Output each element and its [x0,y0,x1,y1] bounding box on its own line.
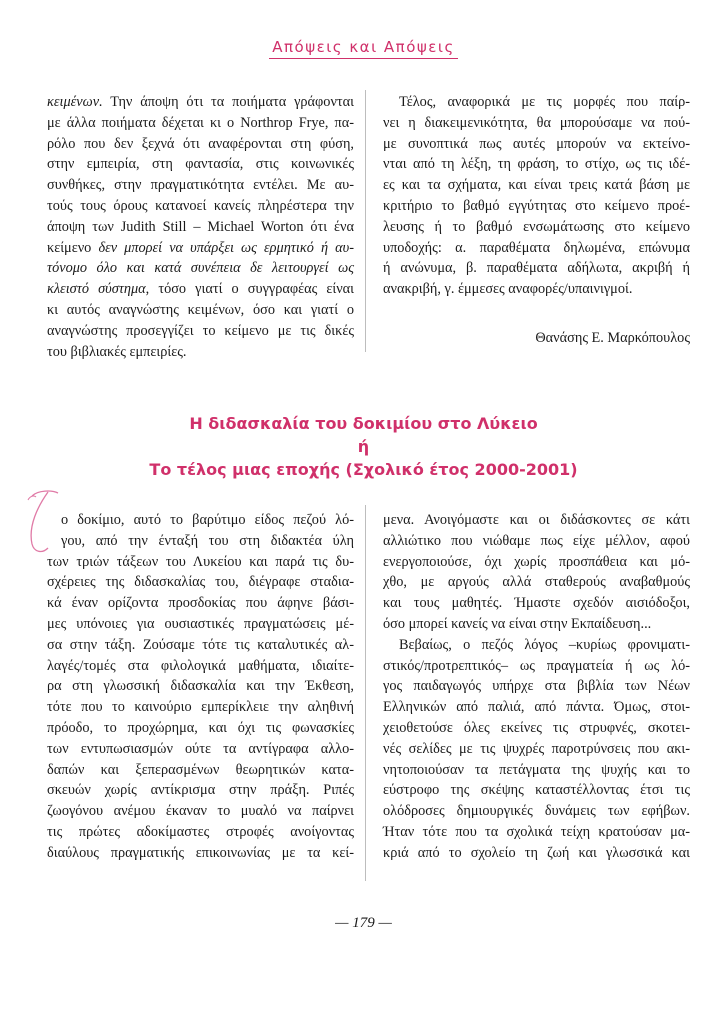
heading-line-1: Η διδασκαλία του δοκιμίου στο Λύκειο [189,414,538,433]
author-signature: Θανάσης Ε. Μαρκόπουλος [535,330,690,346]
text-line: χειοθετούσε όλες εκείνες τις στρυφνές, σκοτει- [383,719,690,736]
text-line: κά έναν ορίζοντα προσδοκίας που άφηνε βάσι- [47,595,354,612]
text-line: εύστροφο της σκέψης καταστέλλοντας έτσι τις [383,782,690,799]
page-number: — 179 — [335,915,392,931]
text-line: διαύλους πραγματικής επικοινωνίας με τα κεί- [47,844,354,861]
heading-line-3: Το τέλος μιας εποχής (Σχολικό έτος 2000-2001) [149,460,578,479]
running-head [0,38,727,56]
article-column-top-right [383,92,690,300]
text-line: σα στην τάξη. Ζούσαμε τότε τις καταλυτικές αλ- [47,636,354,653]
text-line: άποψη των Judith Still – Michael Worton ότι ένα [47,218,354,235]
text-line: ολόδροσες δημιουργικές δυνάμεις των εφήβων. [383,803,690,820]
running-head-title: Απόψεις και Απόψεις [269,38,458,59]
text-line: νές σελίδες με τις ψυχρές παροτρύνσεις που ακι- [383,740,690,757]
text-line: με άλλα ποιήματα δέχεται κι ο Northrop Frye, πα- [47,114,354,131]
text-line: σκευών χωρίς αντίκρισμα στην πράξη. Ριπές [47,782,354,799]
text-line: του βιβλιακές εμπειρίες. [47,343,187,360]
text-line: με συνοπτικά πως αυτές μπορούν να εκτείνο- [383,135,690,152]
text-line: δαπών και ξεπερασμένων θεωρητικών κατα- [47,761,354,778]
text-line: χθο, με αργούς αλλά σταθερούς αναβαθμούς [383,574,690,591]
text-line: κλειστό σύστημα, τόσο γιατί ο συγγραφέας είναι [47,281,354,298]
text-line: γου, από την ένταξή του στη διδακτέα ύλη [61,532,354,549]
text-line: ες και τα σχήματα, και είναι τρεις κατά βάση με [383,177,690,194]
text-line: ανακριβή, γ. έμμεσες αναφορές/υπαινιγμοί. [383,281,633,298]
text-line: και τους μαθητές. Ήμαστε σχεδόν αισιόδοξοι, [383,595,690,612]
text-line: τούς τους όρους κατανοεί κανείς πληρέστερα την [47,197,354,214]
text-line: αναγνώστης προσεγγίζει το κείμενο με τις δικές [47,322,354,339]
text-line: Ελληνικών από παλιά, από πάντα. Όμως, στοι- [383,699,690,716]
text-line: κείμενο δεν μπορεί να υπάρξει ως ερμητικό ή αυ- [47,239,354,256]
text-line: ρόλο που δεν ξεχνά ότι αναφέρονται στη φύση, [47,135,354,152]
text-line: ενεργοποιούσε, όχι χωρίς προσπάθεια και μό- [383,553,690,570]
text-line: νται από τη λέξη, τη φράση, το στίχο, ως τις ιδέ- [383,156,690,173]
text-line: νητοποιούσαν τα πετάγματα της ψυχής και το [383,761,690,778]
text-line: Ήταν τότε που τα σχολικά τείχη κρατούσαν μα- [383,823,690,840]
text-line: ή ανώνυμα, β. παραθέματα αδήλωτα, ακριβή ή [383,260,690,277]
text-line: υποδοχής: α. παραθέματα δηλωμένα, επώνυμα [383,239,690,256]
text-line: κι αυτός αναγνώστης κειμένων, όσο και γιατί ο [47,301,354,318]
text-line: τότε που το καινούριο εμπερίκλειε την αληθινή [47,699,354,716]
text-line: όσο μπορεί κανείς να είναι στην Εκπαίδευση... [383,615,652,632]
text-line: νει η διακειμενικότητα, θα μπορούσαμε να πού- [383,114,690,131]
article-heading [0,412,727,481]
column-divider-top [365,90,366,352]
text-line: σχέρειες της διδασκαλίας του, διέγραφε σταδια- [47,574,354,591]
text-line: ο δοκίμιο, αυτό το βαρύτιμο είδος πεζού λό- [61,512,354,528]
text-line: πρόοδο, το προχώρημα, και όχι τις φωνασκίες [47,719,354,736]
text-line: στην εμπειρία, στη φαντασία, στις κοινωνικές [47,156,354,173]
text-line: γος παιδαγωγός υπήρχε στα βιβλία των Νέων [383,678,690,695]
text-line: συνθήκες, στην πραγματικότητα εντέλει. Με αυ- [47,177,354,194]
text-line: κριά από το σχολείο τη ζωή και γλωσσικά και [383,844,690,861]
text-line: Τέλος, αναφορικά με τις μορφές που παίρ- [399,94,690,110]
text-line: λαγές/τομές στα φιλολογικά μαθήματα, ιδιαίτε- [47,657,354,674]
heading-line-2: ή [357,437,370,456]
text-line: αλλιώτικο που νιώθαμε πως είχε μέλλον, αφού [383,532,690,549]
text-line: μες υπόνοιες για ουσιαστικές πραγματώσεις μέ- [47,615,354,632]
text-line: στικός/προτρεπτικός– ως πραγματεία ή ως λό- [383,657,690,674]
text-line: κριτήριο το βαθμό εγγύτητας στο κείμενο προέ- [383,197,690,214]
article-column-bottom-left [47,510,354,864]
article-column-bottom-right [383,510,690,864]
text-line: τόνομο όλο και κατά συνέπεια δε λειτουργεί ως [47,260,354,277]
article-column-top-left [47,92,354,362]
text-line: ζωογόνου ανέμου έκαναν το μυαλό να παίρνει [47,803,354,820]
text-line: κειμένων. Την άποψη ότι τα ποιήματα γράφονται [47,94,354,110]
text-line: Βεβαίως, ο πεζός λόγος –κυρίως φρονιματι- [399,636,690,653]
text-line: μενα. Ανοιγόμαστε και οι διδάσκοντες σε κάτι [383,512,690,528]
text-line: τις πρώτες αδοκίμαστες στροφές ανοίγοντας [47,823,354,840]
text-line: των εντυπωσιασμών ούτε τα αντίγραφα αλλο- [47,740,354,757]
column-divider-bottom [365,505,366,881]
text-line: των τριών τάξεων του Λυκείου και παρά τις δυ- [47,553,354,570]
text-line: ρα στη γλωσσική διδασκαλία και την Έκθεση, [47,678,354,695]
text-line: λευσης ή το βαθμό ενσωμάτωσης στο κείμενο [383,218,690,235]
